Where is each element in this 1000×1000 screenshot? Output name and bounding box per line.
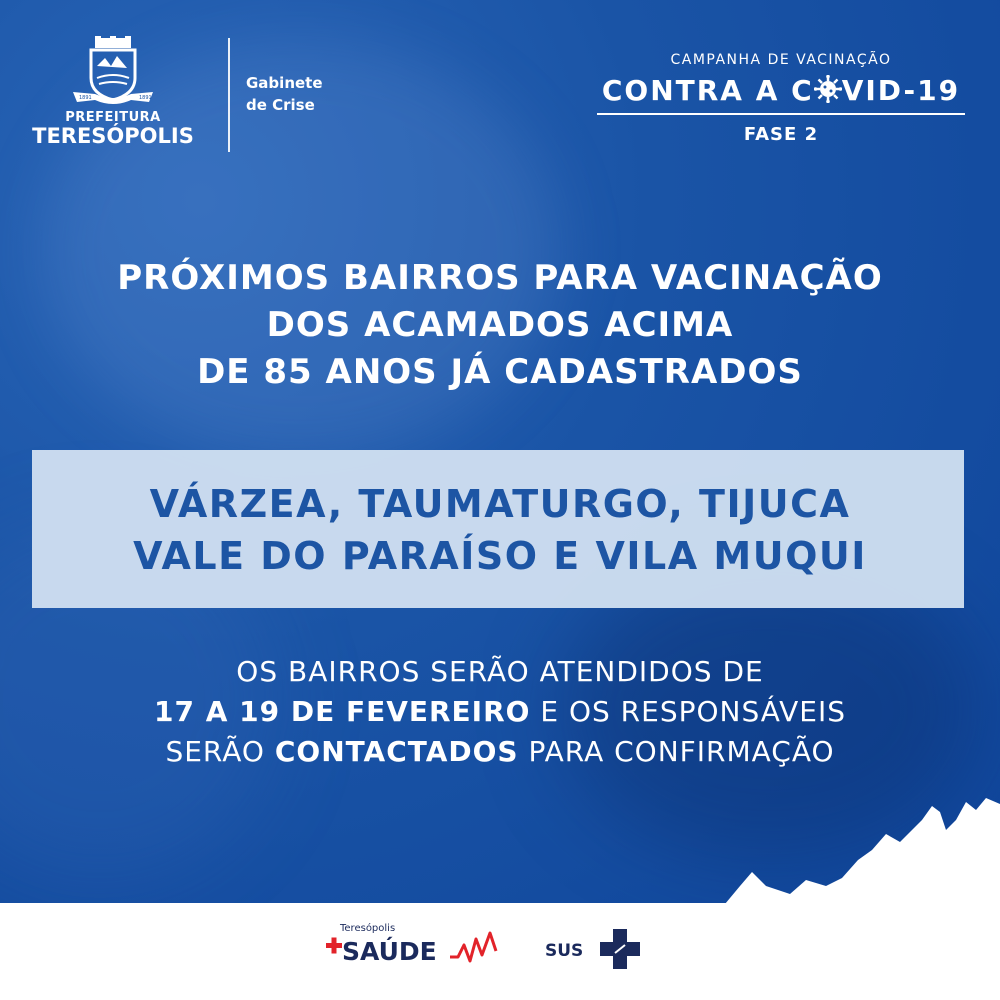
heading-line: PRÓXIMOS BAIRROS PARA VACINAÇÃO: [117, 258, 883, 298]
saude-logo-main: SAÚDE: [342, 937, 437, 966]
saude-logo-small: Teresópolis: [340, 923, 396, 934]
schedule-info: [0, 652, 1000, 772]
campaign-title-prefix: CONTRA A C: [601, 74, 814, 107]
svg-text:1891: 1891: [139, 95, 152, 101]
campaign-underline: [597, 113, 965, 115]
virus-icon: [814, 75, 842, 103]
info-line-1: OS BAIRROS SERÃO ATENDIDOS DE: [236, 655, 764, 688]
neighborhoods-list: [0, 478, 1000, 582]
header-divider: [228, 38, 230, 152]
saude-logo: [318, 915, 518, 975]
info-line-3-start: SERÃO: [165, 735, 275, 768]
department-line: de Crise: [246, 96, 315, 114]
info-contact: CONTACTADOS: [274, 735, 519, 768]
campaign-subtitle: CAMPANHA DE VACINAÇÃO: [670, 52, 892, 68]
info-line-2-rest: E OS RESPONSÁVEIS: [530, 695, 846, 728]
logo-prefeitura-label: PREFEITURA: [65, 110, 161, 125]
logo-city-label: TERESÓPOLIS: [32, 124, 194, 148]
info-line-2: [0, 692, 1000, 732]
heartbeat-icon: [450, 933, 496, 961]
svg-text:1891: 1891: [79, 95, 92, 101]
department-label: [246, 72, 323, 116]
sus-cross-icon: [600, 929, 640, 969]
main-heading: [0, 255, 1000, 396]
heading-line: DE 85 ANOS JÁ CADASTRADOS: [197, 352, 803, 392]
sus-logo: [545, 923, 655, 973]
city-crest-icon: [65, 36, 161, 108]
campaign-badge: [592, 52, 970, 145]
sus-logo-label: SUS: [545, 941, 584, 961]
campaign-phase: FASE 2: [743, 124, 819, 145]
neighborhoods-line: VALE DO PARAÍSO E VILA MUQUI: [133, 534, 867, 578]
info-line-3: [0, 732, 1000, 772]
campaign-title-suffix: VID-19: [841, 74, 961, 107]
department-line: Gabinete: [246, 74, 323, 92]
info-line-3-end: PARA CONFIRMAÇÃO: [518, 735, 835, 768]
prefeitura-logo: [28, 36, 198, 148]
campaign-title: [592, 74, 970, 107]
info-dates: 17 A 19 DE FEVEREIRO: [153, 695, 531, 728]
mountains-silhouette: [0, 790, 1000, 910]
neighborhoods-line: VÁRZEA, TAUMATURGO, TIJUCA: [149, 482, 851, 526]
heading-line: DOS ACAMADOS ACIMA: [266, 305, 734, 345]
